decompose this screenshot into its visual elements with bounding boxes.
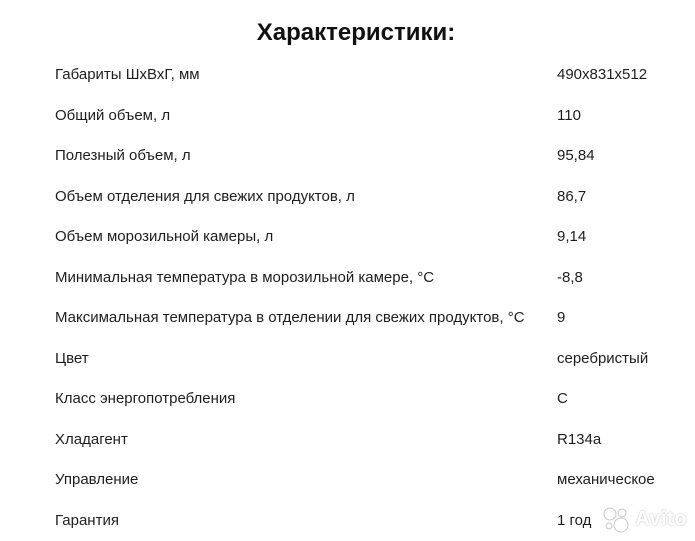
page-title: Характеристики:	[0, 15, 695, 51]
spec-label: Хладагент	[55, 420, 128, 460]
spec-value: 9	[557, 298, 565, 338]
spec-label: Управление	[55, 460, 138, 500]
spec-row	[0, 258, 695, 299]
spec-label: Максимальная температура в отделении для свежих продуктов, °С	[55, 298, 525, 338]
spec-value: серебристый	[557, 339, 648, 379]
spec-value: R134a	[557, 420, 601, 460]
spec-row	[0, 217, 695, 258]
spec-value: 1 год	[557, 501, 591, 541]
spec-value: механическое	[557, 460, 655, 500]
spec-row	[0, 339, 695, 380]
spec-row	[0, 460, 695, 501]
spec-value: 95,84	[557, 136, 595, 176]
spec-label: Объем отделения для свежих продуктов, л	[55, 177, 355, 217]
spec-value: С	[557, 379, 568, 419]
spec-value: 9,14	[557, 217, 586, 257]
spec-label: Класс энергопотребления	[55, 379, 235, 419]
spec-table	[0, 55, 695, 541]
spec-row	[0, 96, 695, 137]
watermark-text: Avito	[635, 508, 687, 531]
spec-row	[0, 298, 695, 339]
spec-row	[0, 501, 695, 541]
spec-row	[0, 177, 695, 218]
spec-row	[0, 55, 695, 96]
spec-label: Гарантия	[55, 501, 119, 541]
spec-label: Минимальная температура в морозильной камере, °С	[55, 258, 434, 298]
avito-watermark	[601, 504, 687, 534]
spec-row	[0, 379, 695, 420]
spec-value: 490x831x512	[557, 55, 647, 95]
spec-value: -8,8	[557, 258, 583, 298]
spec-label: Цвет	[55, 339, 89, 379]
spec-value: 86,7	[557, 177, 586, 217]
spec-row	[0, 420, 695, 461]
avito-logo-icon	[601, 504, 631, 534]
spec-label: Общий объем, л	[55, 96, 170, 136]
spec-row	[0, 136, 695, 177]
spec-value: 110	[557, 96, 581, 136]
spec-label: Объем морозильной камеры, л	[55, 217, 273, 257]
spec-label: Полезный объем, л	[55, 136, 191, 176]
spec-label: Габариты ШхВхГ, мм	[55, 55, 200, 95]
